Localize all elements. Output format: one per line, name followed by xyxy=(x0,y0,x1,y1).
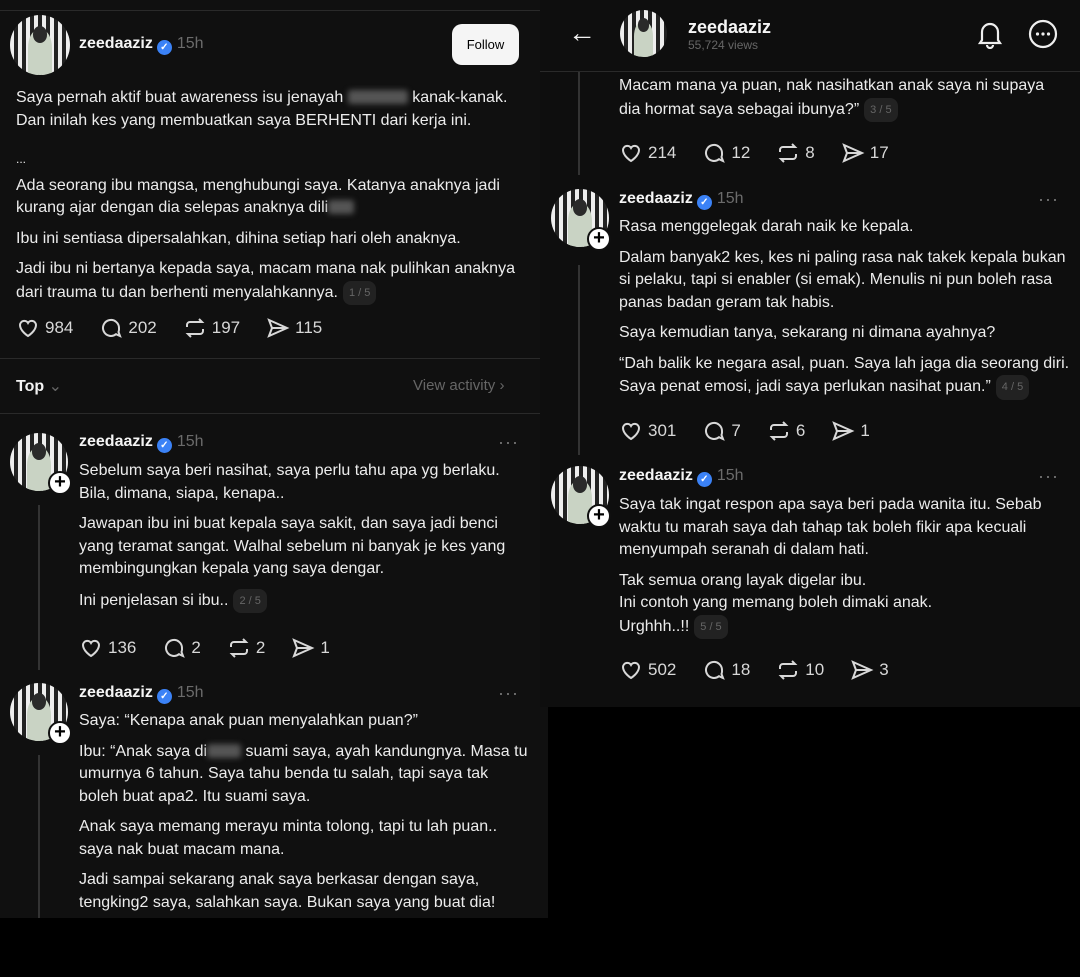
comment-icon xyxy=(162,636,186,660)
verified-icon: ✓ xyxy=(157,689,172,704)
like-count: 301 xyxy=(648,421,677,440)
more-options-icon[interactable]: ··· xyxy=(1038,189,1059,209)
comment-icon xyxy=(702,419,726,443)
post-body xyxy=(79,710,529,922)
back-arrow-icon[interactable]: ← xyxy=(568,17,596,48)
heart-icon xyxy=(79,636,103,660)
text-line: suami saya, ayah kandungnya. Masa tu umurnya 6 tahun. Saya tahu benda tu salah, tapi saya tak boleh buat apa2. Itu suami saya. xyxy=(79,742,528,805)
chevron-right-icon: › xyxy=(499,377,505,394)
send-icon xyxy=(831,419,855,443)
post-header xyxy=(619,190,744,210)
verified-icon: ✓ xyxy=(157,40,172,55)
heart-icon xyxy=(16,316,40,340)
reply-count: 12 xyxy=(731,143,751,162)
share-button[interactable] xyxy=(841,141,889,165)
right-thread-panel xyxy=(540,0,1080,707)
share-button[interactable] xyxy=(850,658,888,682)
username[interactable]: zeedaaziz xyxy=(619,467,693,484)
repost-count: 6 xyxy=(795,421,806,440)
follow-button[interactable]: Follow xyxy=(452,24,519,65)
share-count: 17 xyxy=(869,143,889,162)
timestamp: 15h xyxy=(716,467,744,484)
censored-word xyxy=(207,744,241,758)
more-options-icon[interactable]: ··· xyxy=(498,432,519,452)
header-username[interactable]: zeedaaziz xyxy=(688,17,772,37)
heart-icon xyxy=(619,419,643,443)
divider xyxy=(0,413,540,414)
repost-button[interactable] xyxy=(227,636,265,660)
share-count: 1 xyxy=(320,638,330,657)
username[interactable]: zeedaaziz xyxy=(79,684,153,701)
text-paragraph: Saya tak ingat respon apa saya beri pada wanita itu. Sebab waktu tu marah saya dah tahap tak boleh fikir apa kecuali menyumpah seranah di dalam hati. xyxy=(619,496,1042,558)
follow-plus-icon[interactable]: + xyxy=(587,504,611,528)
verified-icon: ✓ xyxy=(697,472,712,487)
repost-button[interactable] xyxy=(776,658,824,682)
left-thread-panel xyxy=(0,0,548,918)
text-line: Urghhh..!! xyxy=(619,617,690,635)
heart-icon xyxy=(619,658,643,682)
post-actions xyxy=(619,141,915,165)
avatar[interactable] xyxy=(10,15,70,75)
thread-line xyxy=(578,265,580,455)
avatar[interactable] xyxy=(620,10,667,57)
text-line: Dan inilah kes yang membuatkan saya BERHENTI dari kerja ini. xyxy=(16,111,472,129)
post-header xyxy=(619,467,744,487)
like-button[interactable] xyxy=(619,419,676,443)
username[interactable]: zeedaaziz xyxy=(619,190,693,207)
censored-word xyxy=(328,200,354,214)
repost-icon xyxy=(776,658,800,682)
repost-button[interactable] xyxy=(183,316,240,340)
share-button[interactable] xyxy=(266,316,322,340)
timestamp: 15h xyxy=(176,433,204,450)
like-count: 984 xyxy=(45,318,74,337)
page-indicator: 5 / 5 xyxy=(694,615,727,640)
repost-icon xyxy=(183,316,207,340)
like-button[interactable] xyxy=(16,316,73,340)
post-header xyxy=(79,35,204,55)
text-paragraph: Ini penjelasan si ibu.. xyxy=(79,591,229,609)
text-line: Ibu ini sentiasa dipersalahkan, dihina setiap hari oleh anaknya. xyxy=(16,229,461,247)
send-icon xyxy=(841,141,865,165)
censored-word xyxy=(348,90,408,104)
text-paragraph: Sebelum saya beri nasihat, saya perlu tahu apa yg berlaku. Bila, dimana, siapa, kenapa.. xyxy=(79,462,500,502)
timestamp: 15h xyxy=(176,684,204,701)
text-paragraph: Saya: “Kenapa anak puan menyalahkan puan?” xyxy=(79,712,418,729)
verified-icon: ✓ xyxy=(157,438,172,453)
text-paragraph: Dalam banyak2 kes, kes ni paling rasa nak takek kepala bukan si pelaku, tapi si enabler (si emak). Menulis ni pun boleh rasa panas badan geram tak habis. xyxy=(619,248,1066,311)
post-actions xyxy=(79,636,356,660)
bell-icon[interactable] xyxy=(976,19,1004,49)
text-paragraph: Macam mana ya puan, nak nasihatkan anak saya ni supaya dia hormat saya sebagai ibunya?” xyxy=(619,77,1045,118)
page-indicator: 3 / 5 xyxy=(864,98,897,123)
page-indicator: 4 / 5 xyxy=(996,375,1029,400)
like-count: 502 xyxy=(648,660,677,679)
more-options-icon[interactable] xyxy=(1028,19,1058,49)
view-count: 55,724 views xyxy=(688,38,759,52)
repost-count: 10 xyxy=(805,660,825,679)
sort-dropdown[interactable] xyxy=(16,376,62,396)
thread-line xyxy=(578,72,580,175)
chevron-down-icon: ⌄ xyxy=(48,378,62,395)
text-line: Jadi ibu ni bertanya kepada saya, macam mana nak pulihkan anaknya dari trauma tu dan berhenti menyalahkannya. xyxy=(16,260,515,301)
like-button[interactable] xyxy=(619,658,676,682)
text-line: Ini contoh yang memang boleh dimaki anak. xyxy=(619,594,933,611)
sort-label: Top xyxy=(16,378,45,395)
post-body xyxy=(79,460,529,621)
reply-button[interactable] xyxy=(702,658,750,682)
reply-count: 18 xyxy=(731,660,751,679)
follow-plus-icon[interactable]: + xyxy=(48,721,72,745)
share-button[interactable] xyxy=(831,419,869,443)
reply-count: 202 xyxy=(128,318,157,337)
view-activity-link[interactable] xyxy=(413,377,504,394)
follow-plus-icon[interactable]: + xyxy=(48,471,72,495)
thread-line xyxy=(38,755,40,918)
post-actions xyxy=(619,658,915,682)
text-paragraph: Rasa menggelegak darah naik ke kepala. xyxy=(619,218,914,235)
post-header xyxy=(79,684,204,704)
post-body xyxy=(619,216,1074,408)
view-activity-label: View activity xyxy=(413,377,496,394)
more-options-icon[interactable]: ··· xyxy=(1038,466,1059,486)
repost-count: 197 xyxy=(211,318,241,337)
post-header xyxy=(79,433,204,453)
username[interactable]: zeedaaziz xyxy=(79,433,153,450)
text-line: Saya pernah aktif buat awareness isu jenayah xyxy=(16,89,348,106)
repost-icon xyxy=(227,636,251,660)
follow-plus-icon[interactable]: + xyxy=(587,227,611,251)
share-count: 115 xyxy=(295,318,323,337)
post-body xyxy=(16,87,531,313)
send-icon xyxy=(266,316,290,340)
username[interactable]: zeedaaziz xyxy=(79,35,153,52)
like-button[interactable] xyxy=(79,636,136,660)
reply-button[interactable] xyxy=(702,419,740,443)
reply-count: 7 xyxy=(731,421,741,440)
text-line: Tak semua orang layak digelar ibu. xyxy=(619,571,867,589)
reply-button[interactable] xyxy=(162,636,200,660)
comment-icon xyxy=(702,658,726,682)
divider xyxy=(540,71,1080,72)
more-options-icon[interactable]: ··· xyxy=(498,683,519,703)
text-paragraph: Anak saya memang merayu minta tolong, tapi tu lah puan.. saya nak buat macam mana. xyxy=(79,818,498,858)
share-count: 3 xyxy=(879,660,889,679)
repost-icon xyxy=(776,141,800,165)
post-body xyxy=(619,75,1069,130)
text-line: kanak-kanak. xyxy=(412,89,508,106)
heart-icon xyxy=(619,141,643,165)
verified-icon: ✓ xyxy=(697,195,712,210)
text-paragraph: “Dah balik ke negara asal, puan. Saya lah jaga dia seorang diri. Saya penat emosi, jadi saya perlukan nasihat puan.” xyxy=(619,354,1070,395)
post-actions xyxy=(619,419,896,443)
text-paragraph: Jawapan ibu ini buat kepala saya sakit, dan saya jadi benci yang teramat sangat. Walhal sebelum ni banyak je kes yang membingungkan kepala yang saya dengar. xyxy=(79,515,506,577)
repost-count: 8 xyxy=(805,143,815,162)
text-paragraph: Jadi sampai sekarang anak saya berkasar dengan saya, tengking2 saya, salahkan saya. Bukan saya yang buat dia! xyxy=(79,871,496,911)
page-indicator: 1 / 5 xyxy=(343,281,376,306)
text-paragraph: Saya kemudian tanya, sekarang ni dimana ayahnya? xyxy=(619,324,996,341)
share-button[interactable] xyxy=(291,636,329,660)
text-line: Ada seorang ibu mangsa, menghubungi saya. Katanya anaknya jadi kurang ajar dengan dia selepas anaknya dili xyxy=(16,176,500,216)
divider xyxy=(0,358,540,359)
like-button[interactable] xyxy=(619,141,676,165)
repost-button[interactable] xyxy=(776,141,814,165)
divider xyxy=(0,10,540,11)
reply-button[interactable] xyxy=(99,316,156,340)
thread-line xyxy=(38,505,40,670)
timestamp: 15h xyxy=(176,35,204,52)
text-line: Ibu: “Anak saya di xyxy=(79,742,208,760)
repost-button[interactable] xyxy=(767,419,805,443)
send-icon xyxy=(291,636,315,660)
like-count: 214 xyxy=(648,143,677,162)
like-count: 136 xyxy=(108,638,137,657)
repost-icon xyxy=(767,419,791,443)
comment-icon xyxy=(99,316,123,340)
share-count: 1 xyxy=(860,421,870,440)
page-indicator: 2 / 5 xyxy=(233,589,266,614)
timestamp: 15h xyxy=(716,190,744,207)
post-actions xyxy=(16,316,348,340)
post-body xyxy=(619,494,1069,639)
send-icon xyxy=(850,658,874,682)
comment-icon xyxy=(702,141,726,165)
repost-count: 2 xyxy=(255,638,266,657)
text-line: ... xyxy=(16,152,27,166)
reply-count: 2 xyxy=(191,638,201,657)
reply-button[interactable] xyxy=(702,141,750,165)
